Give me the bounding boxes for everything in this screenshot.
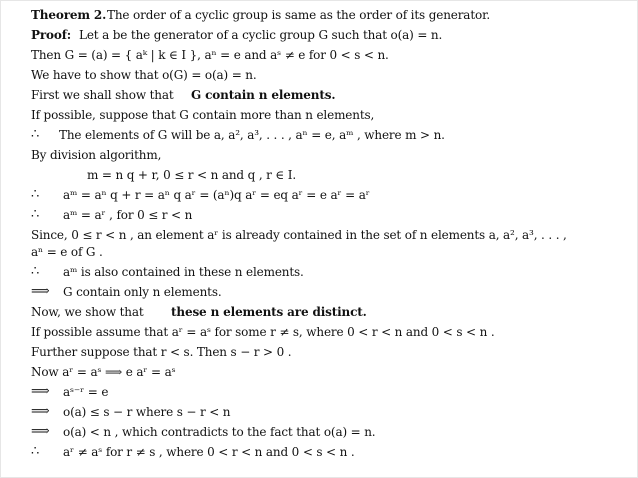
line-text: If possible assume that aʳ = aˢ for some r ≠ s, where 0 < r < n and 0 < s < n . bbox=[31, 325, 495, 339]
line-text: o(a) ≤ s − r where s − r < n bbox=[63, 405, 231, 419]
line-bold-text: G contain n elements. bbox=[191, 88, 336, 102]
line-text: G contain only n elements. bbox=[63, 285, 222, 299]
line-text: aᵐ = aʳ , for 0 ≤ r < n bbox=[63, 208, 193, 222]
therefore-symbol: ∴ bbox=[31, 444, 40, 459]
implies-symbol: ⟹ bbox=[31, 404, 50, 419]
line-text: Since, 0 ≤ r < n , an element aʳ is already contained in the set of n elements a, a², a³, . . . , bbox=[31, 228, 567, 242]
proof-text: Let a be the generator of a cyclic group G such that o(a) = n. bbox=[79, 28, 443, 42]
line-text: The elements of G will be a, a², a³, . . . , aⁿ = e, aᵐ , where m > n. bbox=[59, 128, 445, 142]
line-text: We have to show that o(G) = o(a) = n. bbox=[31, 68, 257, 82]
line-text: aˢ⁻ʳ = e bbox=[63, 385, 109, 399]
theorem-label: Theorem 2. bbox=[31, 8, 107, 22]
line-text: aʳ ≠ aˢ for r ≠ s , where 0 < r < n and 0 < s < n . bbox=[63, 445, 355, 459]
line-text: Further suppose that r < s. Then s − r > 0 . bbox=[31, 345, 292, 359]
line-text: aⁿ = e of G . bbox=[31, 245, 103, 259]
implies-symbol: ⟹ bbox=[31, 284, 50, 299]
line-text: If possible, suppose that G contain more than n elements, bbox=[31, 108, 375, 122]
line-text: Now, we show that bbox=[31, 305, 144, 319]
implies-symbol: ⟹ bbox=[31, 424, 50, 439]
line-text: Then G = (a) = { aᵏ | k ∈ I }, aⁿ = e and aˢ ≠ e for 0 < s < n. bbox=[31, 48, 389, 62]
therefore-symbol: ∴ bbox=[31, 264, 40, 279]
line-bold-text: these n elements are distinct. bbox=[171, 305, 367, 319]
line-text: First we shall show that bbox=[31, 88, 174, 102]
therefore-symbol: ∴ bbox=[31, 127, 40, 142]
therefore-symbol: ∴ bbox=[31, 187, 40, 202]
line-text: m = n q + r, 0 ≤ r < n and q , r ∈ I. bbox=[87, 168, 297, 182]
line-text: aᵐ is also contained in these n elements. bbox=[63, 265, 304, 279]
line-text: o(a) < n , which contradicts to the fact that o(a) = n. bbox=[63, 425, 376, 439]
line-text: aᵐ = aⁿ q + r = aⁿ q aʳ = (aⁿ)q aʳ = eq aʳ = e aʳ = aʳ bbox=[63, 188, 370, 202]
proof-label: Proof: bbox=[31, 28, 72, 42]
therefore-symbol: ∴ bbox=[31, 207, 40, 222]
line-text: Now aʳ = aˢ ⟹ e aʳ = aˢ bbox=[31, 365, 176, 379]
theorem-statement: The order of a cyclic group is same as the order of its generator. bbox=[107, 8, 490, 22]
line-text: By division algorithm, bbox=[31, 148, 162, 162]
implies-symbol: ⟹ bbox=[31, 384, 50, 399]
